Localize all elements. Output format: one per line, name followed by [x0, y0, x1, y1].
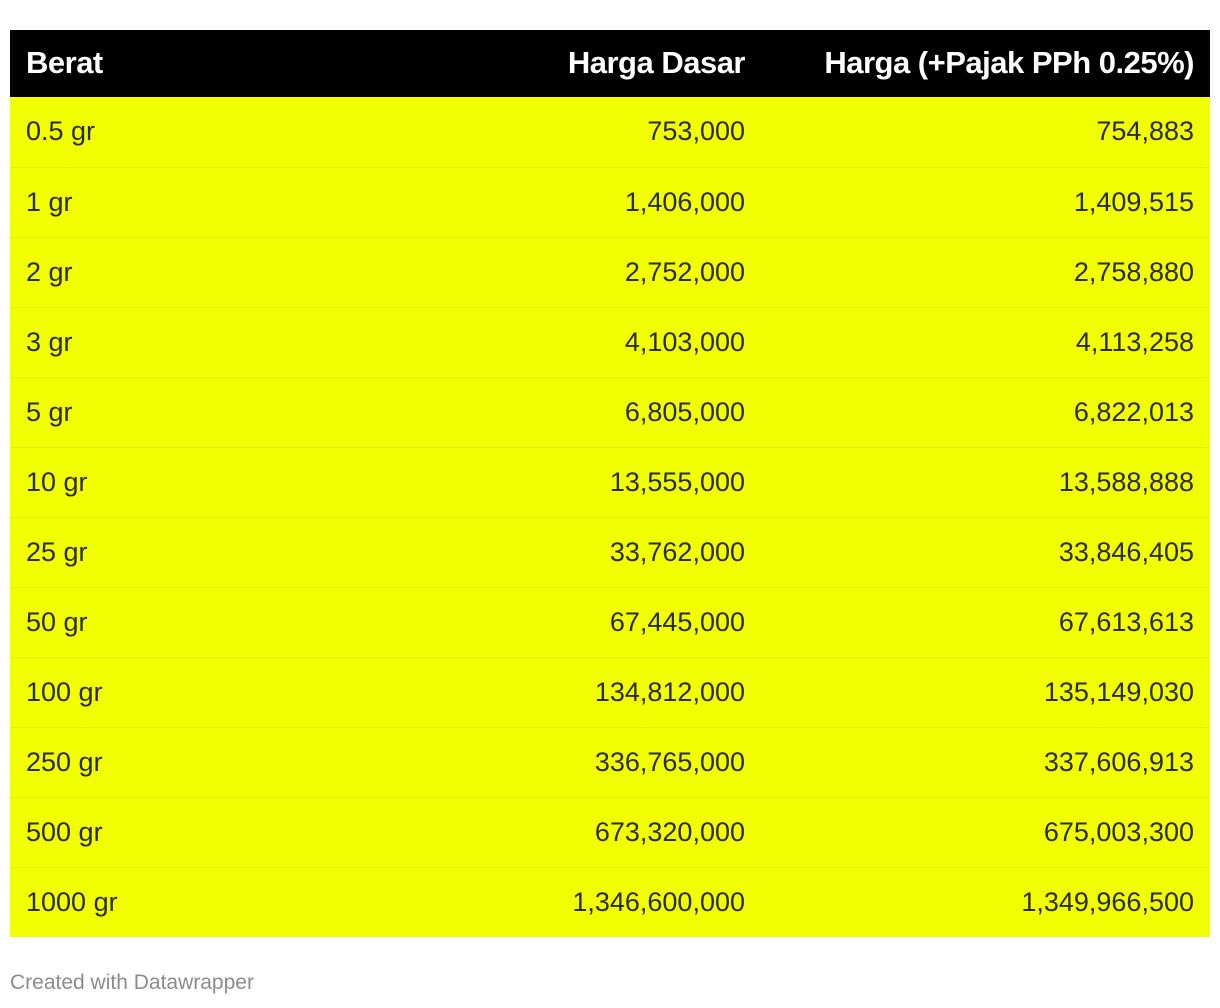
cell-berat: 1 gr: [26, 186, 73, 217]
table-row: [10, 237, 1210, 307]
cell-berat: 2 gr: [26, 256, 73, 287]
cell-harga-pajak: 135,149,030: [1043, 676, 1194, 707]
cell-harga-dasar: 6,805,000: [624, 396, 745, 427]
cell-harga-dasar: 67,445,000: [609, 606, 745, 637]
cell-berat: 1000 gr: [26, 886, 118, 917]
table-header: [10, 30, 1210, 96]
cell-berat: 3 gr: [26, 326, 73, 357]
cell-harga-pajak: 754,883: [1096, 116, 1194, 147]
table-row: [10, 727, 1210, 797]
cell-harga-pajak: 337,606,913: [1043, 746, 1194, 777]
table-body: [10, 96, 1210, 937]
price-table: [10, 30, 1210, 937]
header-row: [10, 30, 1210, 96]
cell-harga-dasar: 2,752,000: [624, 256, 745, 287]
table-row: [10, 377, 1210, 447]
table-row: [10, 307, 1210, 377]
cell-harga-pajak: 675,003,300: [1043, 816, 1194, 847]
cell-harga-dasar: 134,812,000: [594, 676, 745, 707]
cell-berat: 50 gr: [26, 606, 88, 637]
cell-harga-pajak: 33,846,405: [1058, 536, 1194, 567]
header-berat[interactable]: Berat: [10, 30, 410, 96]
table-row: [10, 167, 1210, 237]
table-row: [10, 657, 1210, 727]
cell-berat: 0.5 gr: [26, 116, 96, 147]
table-row: [10, 867, 1210, 937]
table-row: [10, 587, 1210, 657]
cell-harga-dasar: 673,320,000: [594, 816, 745, 847]
cell-harga-dasar: 753,000: [647, 116, 745, 147]
cell-harga-pajak: 1,409,515: [1073, 186, 1194, 217]
cell-berat: 10 gr: [26, 466, 88, 497]
header-harga-dasar[interactable]: Harga Dasar: [410, 30, 761, 96]
cell-harga-pajak: 2,758,880: [1073, 256, 1194, 287]
table-row: [10, 447, 1210, 517]
cell-harga-dasar: 336,765,000: [594, 746, 745, 777]
cell-berat: 100 gr: [26, 676, 103, 707]
cell-harga-pajak: 4,113,258: [1075, 326, 1194, 357]
cell-harga-pajak: 13,588,888: [1058, 466, 1194, 497]
table-row: [10, 517, 1210, 587]
cell-berat: 250 gr: [26, 746, 103, 777]
cell-berat: 500 gr: [26, 816, 103, 847]
header-harga-pajak[interactable]: Harga (+Pajak PPh 0.25%): [761, 30, 1210, 96]
cell-harga-dasar: 1,346,600,000: [572, 886, 745, 917]
table-row: [10, 797, 1210, 867]
cell-berat: 25 gr: [26, 536, 88, 567]
table-row: [10, 96, 1210, 167]
cell-harga-dasar: 1,406,000: [624, 186, 745, 217]
cell-harga-pajak: 6,822,013: [1073, 396, 1194, 427]
price-table-container: [10, 30, 1210, 937]
cell-harga-dasar: 13,555,000: [609, 466, 745, 497]
footer-credit: Created with Datawrapper: [10, 971, 254, 994]
cell-berat: 5 gr: [26, 396, 73, 427]
cell-harga-dasar: 33,762,000: [609, 536, 745, 567]
cell-harga-dasar: 4,103,000: [624, 326, 745, 357]
cell-harga-pajak: 67,613,613: [1058, 606, 1194, 637]
cell-harga-pajak: 1,349,966,500: [1021, 886, 1194, 917]
